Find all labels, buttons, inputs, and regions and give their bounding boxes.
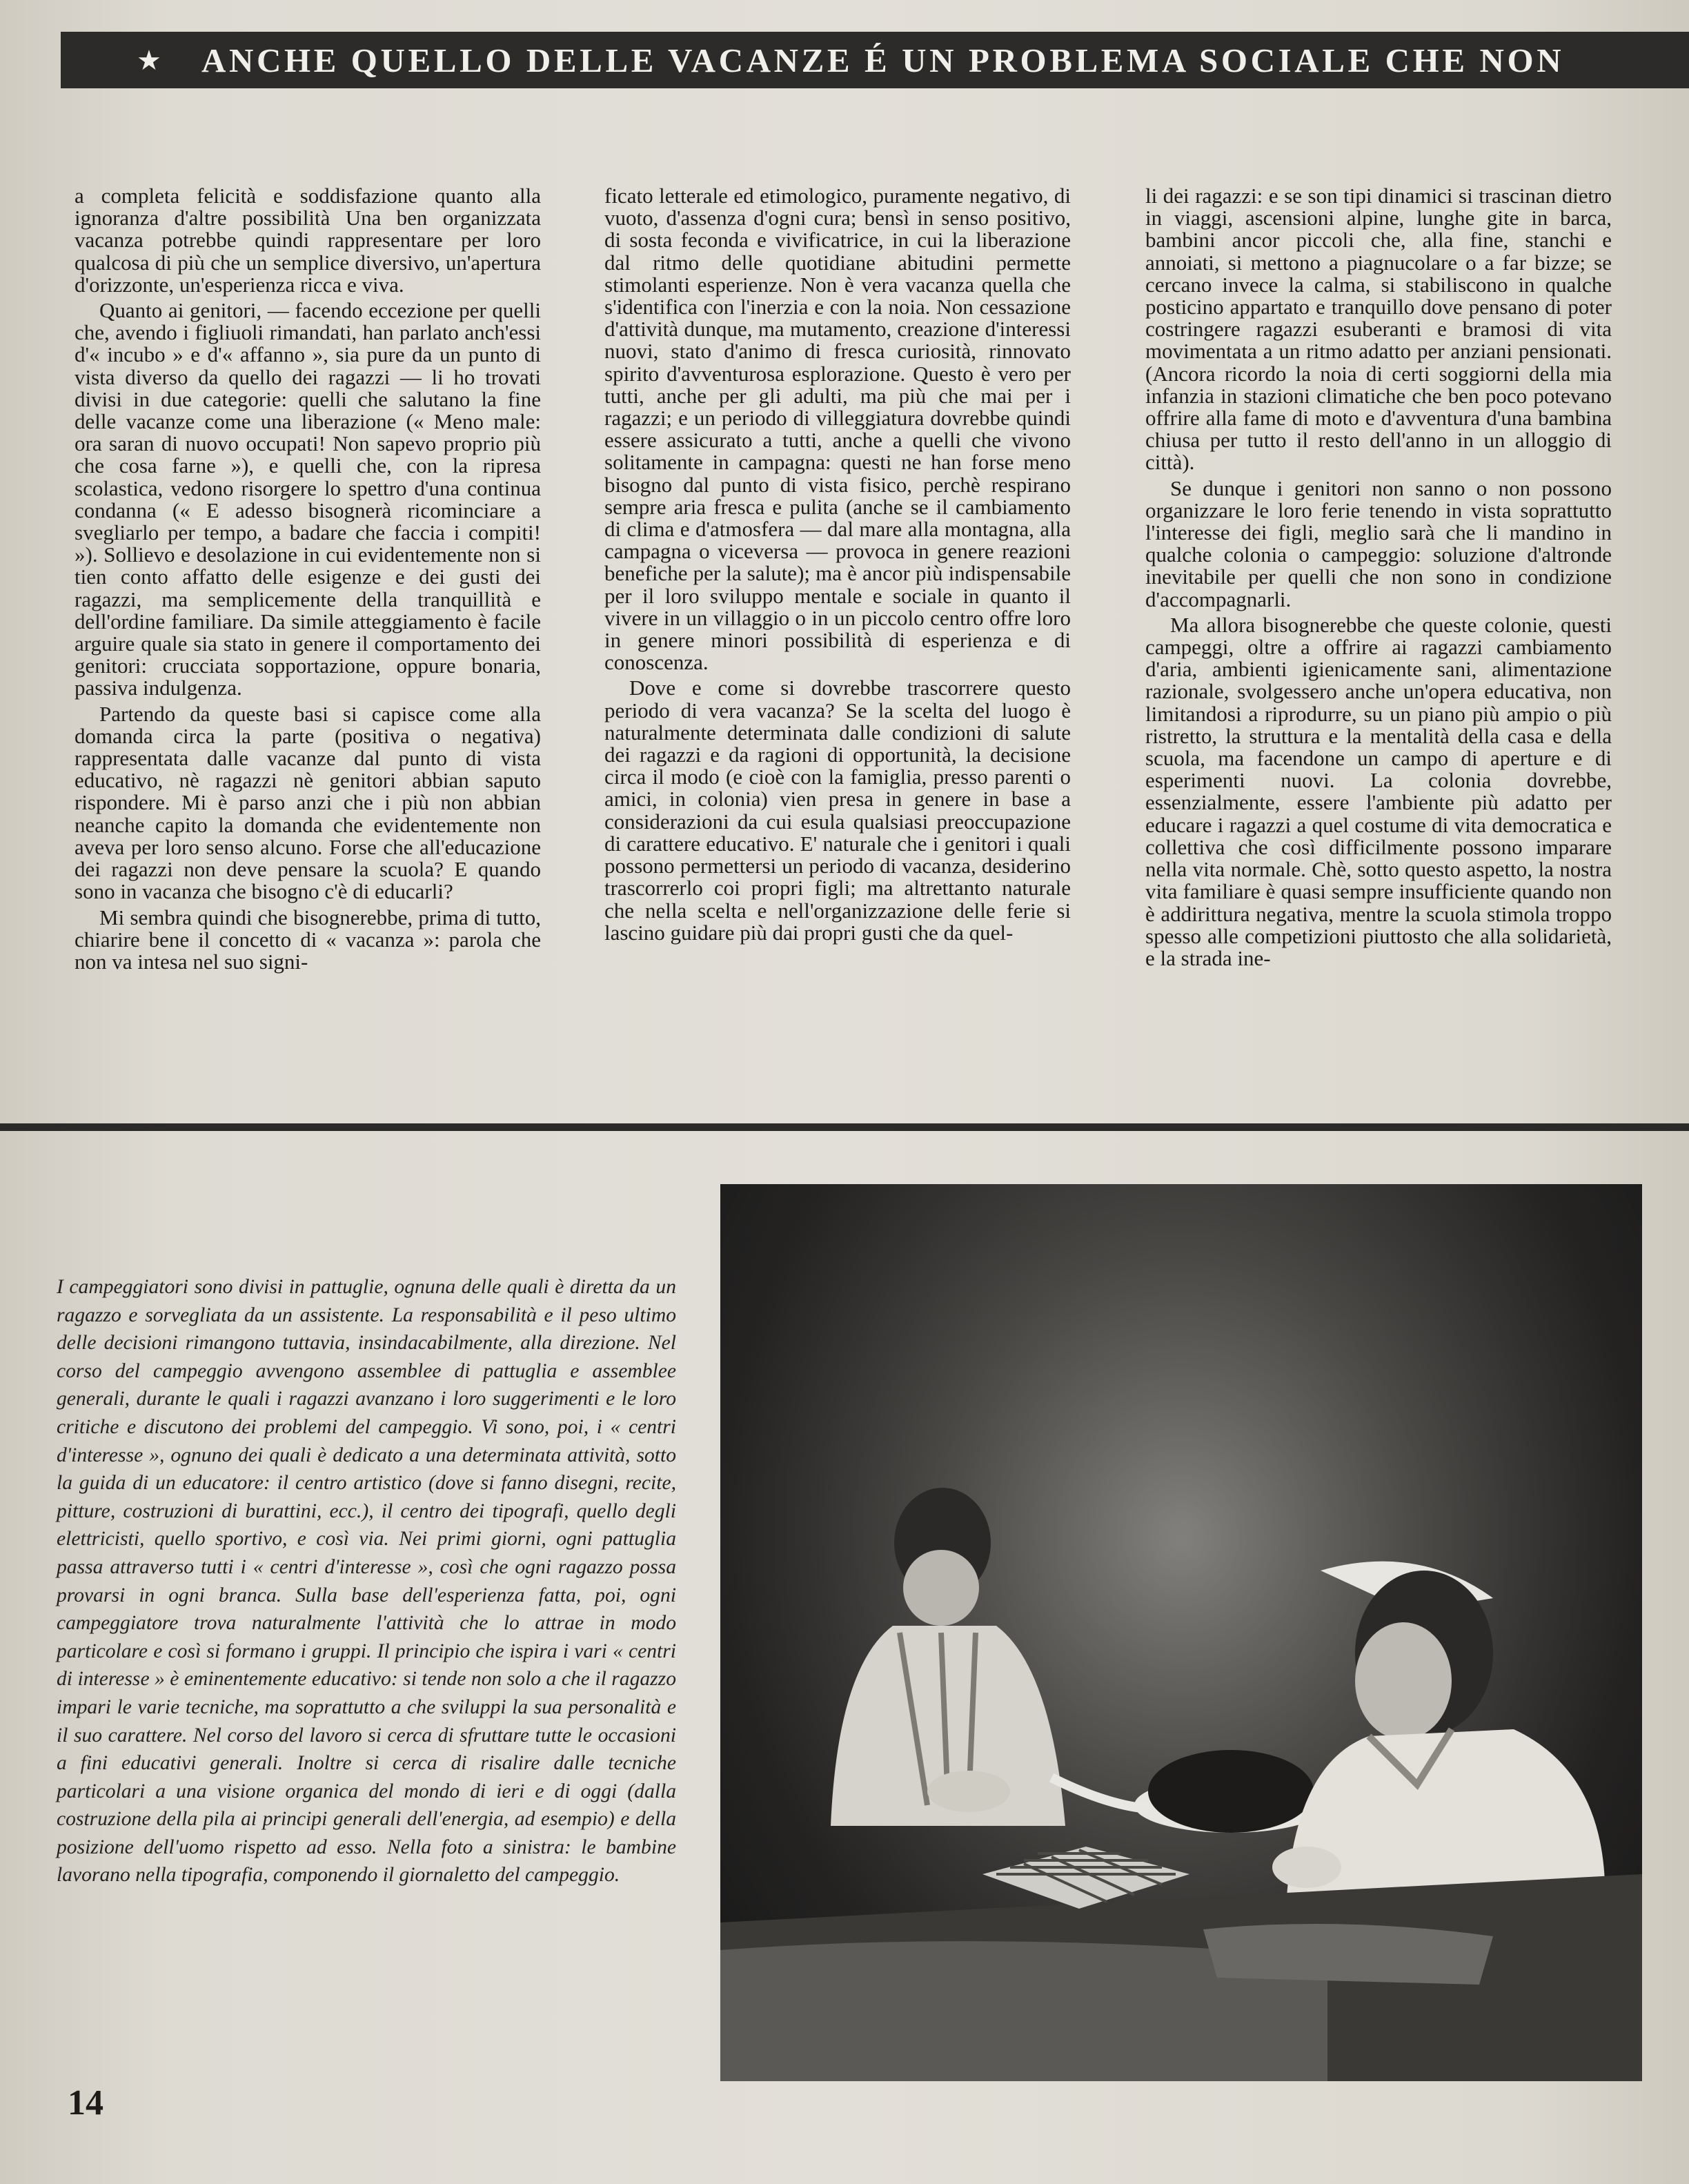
paragraph: ficato letterale ed etimologico, puramente negativo, di vuoto, d'assenza d'ogni cura; bensì in senso positivo, di sosta feconda e vivificatrice, in cui la liberazione dal ritmo delle quotidiane abitudini permette stimolanti esperienze. Non è vera vacanza quella che s'identifica con l'inerzia e con la noia. Non cessazione d'attività dunque, ma mutamento, creazione d'interessi nuovi, stato d'animo di fresca curiosità, rinnovato spirito d'avventurosa esplorazione. Questo è vero per tutti, anche per gli adulti, ma più che mai per i ragazzi; e un periodo di villeggiatura dovrebbe quindi essere assicurato a tutti, anche a quelli che vivono solitamente in campagna: questi ne han forse meno bisogno dal punto di vista fisico, perchè respirano sempre aria fresca e pulita (anche se il cambiamento di clima e d'atmosfera — dal mare alla montagna, alla campagna o viceversa — provoca in genere reazioni benefiche per la salute); ma è ancor più indispensabile per il loro sviluppo mentale e sociale in quanto il vivere in un villaggio o in un piccolo centro offre loro in genere minori possibilità di esperienza e di conoscenza. xyxy=(604,184,1071,675)
page-number: 14 xyxy=(68,2083,103,2123)
paragraph: Mi sembra quindi che bisognerebbe, prima di tutto, chiarire bene il concetto di « vacanza »: parola che non va intesa nel suo signi- xyxy=(75,905,541,974)
paragraph: Partendo da queste basi si capisce come alla domanda circa la parte (positiva o negativa) rappresentata dalle vacanze dal punto di vista educativo, nè ragazzi nè genitori abbian saputo rispondere. Mi è parso anzi che i più non abbian neanche capito la domanda che evidentemente non aveva per loro senso alcuno. Forse che all'educazione dei ragazzi non deve pensare la scuola? E quando sono in vacanza che bisogno c'è di educarli? xyxy=(75,701,541,904)
paragraph: Quanto ai genitori, — facendo eccezione per quelli che, avendo i figliuoli rimandati, han parlato anch'essi d'« incubo » e d'« affanno », sia pure da un punto di vista diverso da quello dei ragazzi — li ho trovati divisi in due categorie: quelli che salutano la fine delle vacanze come una liberazione (« Meno male: ora saran di nuovo occupati! Non sapevo proprio più che cosa farne »), e quelli che, con la ripresa scolastica, vedono risorgere lo spettro d'una continua condanna (« E adesso bisognerà ricominciare a svegliarlo per tempo, a badare che faccia i compiti! »). Sollievo e desolazione in cui evidentemente non si tien conto affatto delle esigenze e dei gusti dei ragazzi, ma semplicemente della tranquillità e dell'ordine familiare. Da simile atteggiamento è facile arguire quale sia stato in genere il comportamento dei genitori: crucciata sopportazione, oppure bonaria, passiva indulgenza. xyxy=(75,298,541,700)
banner-title: ANCHE QUELLO DELLE VACANZE É UN PROBLEMA SOCIALE CHE NON xyxy=(201,41,1565,79)
paragraph: a completa felicità e soddisfazione quanto alla ignoranza d'altre possibilità Una ben organizzata vacanza potrebbe quindi rappresentare per loro qualcosa di più che un semplice diversivo, un'apertura d'orizzonte, un'esperienza ricca e viva. xyxy=(75,184,541,297)
star-icon: ★ xyxy=(137,44,161,76)
photo-caption: I campeggiatori sono divisi in pattuglie, ognuna delle quali è diretta da un ragazzo e sorvegliata da un assistente. La responsabilità e il peso ultimo delle decisioni rimangono tuttavia, insindacabilmente, alla direzione. Nel corso del campeggio avvengono assemblee di pattuglia e assemblee generali, durante le quali i ragazzi avanzano i loro suggerimenti e le loro critiche e discutono dei problemi del campeggio. Vi sono, poi, i « centri d'interesse », ognuno dei quali è dedicato a una determinata attività, sotto la guida di un educatore: il centro artistico (dove si fanno disegni, recite, pitture, costruzioni di burattini, ecc.), il centro dei tipografi, quello degli elettricisti, quello sportivo, e così via. Nei primi giorni, ogni pattuglia passa attraverso tutti i « centri d'interesse », così che ogni ragazzo possa provarsi in ogni branca. Sulla base dell'esperienza fatta, poi, ogni campeggiatore trova naturalmente l'attività che lo attrae in modo particolare e così si formano i gruppi. Il principio che ispira i vari « centri di interesse » è eminentemente educativo: si tende non solo a che il ragazzo impari le varie tecniche, ma soprattutto a che sviluppi la sua personalità e il suo carattere. Nel corso del lavoro si cerca di sfruttare tutte le occasioni a fini educativi generali. Inoltre si cerca di risalire dalle tecniche particolari a una visione organica del mondo di ieri e di oggi (dalla costruzione della pila ai principi generali dell'energia, ad esempio) e della posizione dell'uomo rispetto ad esso. Nella foto a sinistra: le bambine lavorano nella tipografia, componendo il giornaletto del campeggio. xyxy=(57,1276,676,1887)
article-column-2 xyxy=(604,185,1071,944)
article-column-1 xyxy=(75,185,541,973)
photo-girls-printing xyxy=(720,1184,1642,2081)
article-columns xyxy=(75,185,1641,1082)
paragraph: li dei ragazzi: e se son tipi dinamici si trascinan dietro in viaggi, ascensioni alpine, lunghe gite in barca, bambini ancor piccoli che, alla fine, stanchi e annoiati, si mettono a piagnucolare o a far bizze; se cercano invece la calma, si stabiliscono in qualche posticino appartato e tranquillo dove pensano di poter costringere ragazzi esuberanti e bramosi di vita movimentata a un ritmo adatto per anziani pensionati. (Ancora ricordo la noia di certi soggiorni della mia infanzia in stazioni climatiche che ben poco potevano offrire alla fame di moto e d'avventura d'una bambina chiusa per tutto il resto dell'anno in un alloggio di città). xyxy=(1145,184,1612,475)
photo-illustration xyxy=(720,1184,1642,2081)
paragraph: Se dunque i genitori non sanno o non possono organizzare le loro ferie tenendo in vista soprattutto l'interesse dei figli, meglio sarà che li mandino in qualche colonia o campeggio: soluzione d'altronde inevitabile per quelli che non sono in condizione d'accompagnarli. xyxy=(1145,475,1612,611)
section-divider xyxy=(0,1123,1689,1131)
paragraph: Ma allora bisognerebbe che queste colonie, questi campeggi, oltre a offrire ai ragazzi cambiamento d'aria, ambienti igienicamente sani, alimentazione razionale, svolgessero anche un'opera educativa, non limitandosi a riprodurre, su un piano più ampio o più ristretto, la struttura e la mentalità della casa e della scuola, ma facendone un campo di aperture e di esperimenti nuovi. La colonia dovrebbe, essenzialmente, essere l'ambiente più adatto per educare i ragazzi a quel costume di vita democratica e collettiva che così difficilmente possono imparare nella vita normale. Chè, sotto questo aspetto, la nostra vita familiare è quasi sempre insufficiente quando non è addirittura negativa, mentre la scuola stimola troppo spesso alle competizioni piuttosto che alla solidarietà, e la strada ine- xyxy=(1145,612,1612,970)
header-banner xyxy=(61,32,1689,88)
paragraph: Dove e come si dovrebbe trascorrere questo periodo di vera vacanza? Se la scelta del luogo è naturalmente determinata dalle condizioni di salute dei ragazzi e da ragioni di opportunità, la decisione circa il modo (e cioè con la famiglia, presso parenti o amici, in colonia) vien presa in genere in base a considerazioni da cui esula qualsiasi preoccupazione di carattere educativo. E' naturale che i genitori i quali possono permettersi un periodo di vacanza, desiderino trascorrerlo coi propri figli; ma altrettanto naturale che nella scelta e nell'organizzazione delle ferie si lascino guidare più dai propri gusti che da quel- xyxy=(604,676,1071,945)
article-column-3 xyxy=(1145,185,1612,970)
